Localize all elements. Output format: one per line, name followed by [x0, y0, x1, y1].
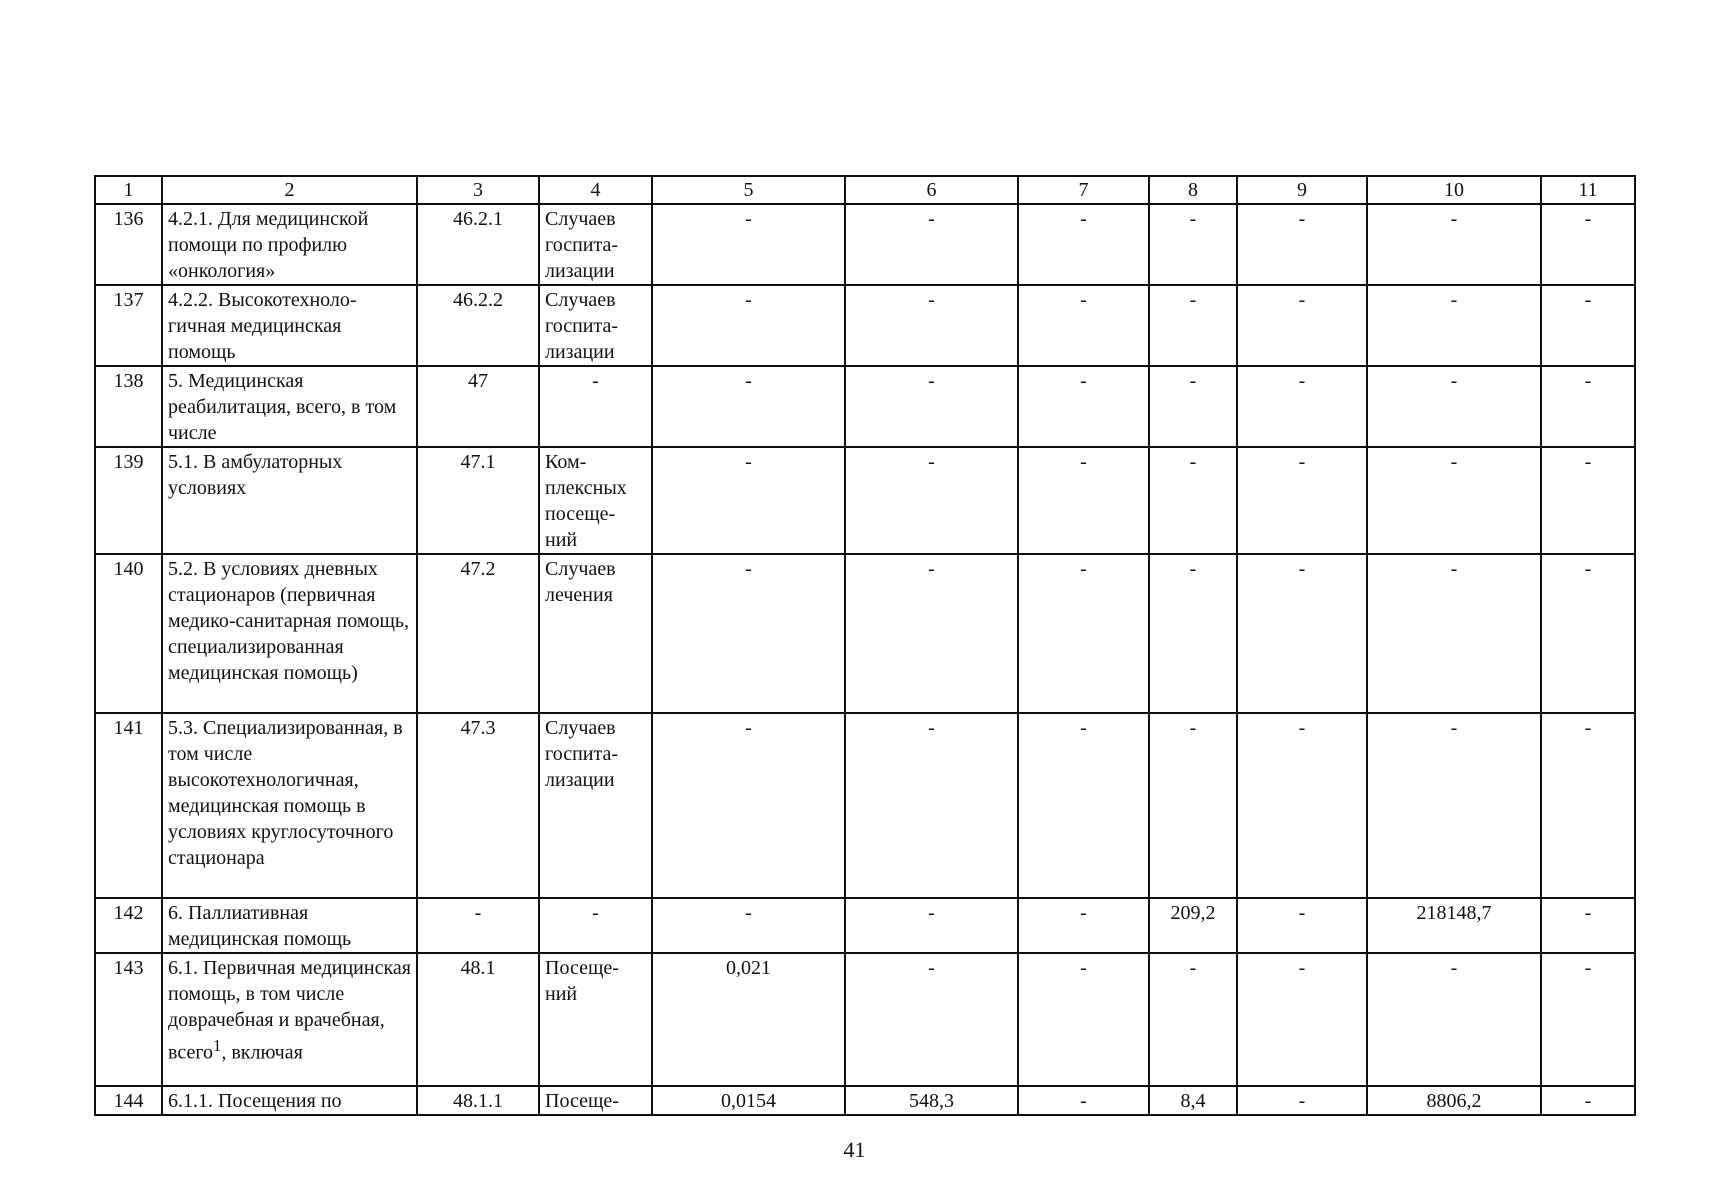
value-cell-11: - [1541, 285, 1635, 366]
row-number-cell: 138 [95, 366, 162, 447]
value-cell-6: 548,3 [845, 1086, 1018, 1115]
value-cell-7: - [1018, 554, 1149, 713]
value-cell-10: - [1367, 366, 1541, 447]
code-cell: 48.1.1 [417, 1086, 539, 1115]
value-cell-5: - [652, 447, 845, 554]
header-cell-5: 5 [652, 176, 845, 204]
value-cell-8: - [1149, 713, 1237, 898]
value-cell-5: - [652, 898, 845, 953]
value-cell-5: - [652, 285, 845, 366]
table-row [95, 285, 1635, 366]
value-cell-7: - [1018, 953, 1149, 1086]
value-cell-8: - [1149, 285, 1237, 366]
value-cell-10: - [1367, 713, 1541, 898]
table-row [95, 204, 1635, 285]
header-cell-4: 4 [539, 176, 652, 204]
value-cell-6: - [845, 898, 1018, 953]
header-cell-1: 1 [95, 176, 162, 204]
value-cell-10: 8806,2 [1367, 1086, 1541, 1115]
table-header-row [95, 176, 1635, 204]
value-cell-7: - [1018, 713, 1149, 898]
table-row [95, 713, 1635, 898]
value-cell-8: - [1149, 447, 1237, 554]
page-number: 41 [843, 1137, 866, 1162]
header-cell-2: 2 [162, 176, 417, 204]
row-number-cell: 137 [95, 285, 162, 366]
value-cell-8: 8,4 [1149, 1086, 1237, 1115]
value-cell-5: 0,021 [652, 953, 845, 1086]
value-cell-10: - [1367, 204, 1541, 285]
value-cell-11: - [1541, 898, 1635, 953]
row-number-cell: 142 [95, 898, 162, 953]
value-cell-9: - [1237, 285, 1367, 366]
row-number-cell: 140 [95, 554, 162, 713]
indicator-name-cell: 5. Медицинская реабилитация, всего, в том числе [162, 366, 417, 447]
value-cell-10: 218148,7 [1367, 898, 1541, 953]
unit-cell: - [539, 898, 652, 953]
table-row [95, 898, 1635, 953]
table-row [95, 447, 1635, 554]
value-cell-6: - [845, 953, 1018, 1086]
value-cell-7: - [1018, 204, 1149, 285]
value-cell-5: - [652, 366, 845, 447]
value-cell-9: - [1237, 204, 1367, 285]
row-number-cell: 143 [95, 953, 162, 1086]
value-cell-8: - [1149, 204, 1237, 285]
value-cell-11: - [1541, 554, 1635, 713]
header-cell-6: 6 [845, 176, 1018, 204]
value-cell-9: - [1237, 953, 1367, 1086]
row-number-cell: 136 [95, 204, 162, 285]
value-cell-10: - [1367, 953, 1541, 1086]
value-cell-10: - [1367, 447, 1541, 554]
indicator-name-cell: 5.1. В амбулаторных условиях [162, 447, 417, 554]
indicator-name-cell: 6. Паллиативная медицинская помощь [162, 898, 417, 953]
header-cell-10: 10 [1367, 176, 1541, 204]
value-cell-8: - [1149, 953, 1237, 1086]
header-cell-11: 11 [1541, 176, 1635, 204]
indicator-name-cell: 4.2.2. Высокотехноло-гичная медицинская помощь [162, 285, 417, 366]
value-cell-8: 209,2 [1149, 898, 1237, 953]
value-cell-11: - [1541, 713, 1635, 898]
code-cell: 46.2.1 [417, 204, 539, 285]
value-cell-9: - [1237, 898, 1367, 953]
table-row [95, 366, 1635, 447]
code-cell: 47.1 [417, 447, 539, 554]
value-cell-6: - [845, 366, 1018, 447]
value-cell-6: - [845, 713, 1018, 898]
value-cell-7: - [1018, 366, 1149, 447]
value-cell-8: - [1149, 366, 1237, 447]
code-cell: 47.3 [417, 713, 539, 898]
unit-cell: Случаев госпита-лизации [539, 713, 652, 898]
code-cell: 46.2.2 [417, 285, 539, 366]
value-cell-9: - [1237, 447, 1367, 554]
value-cell-7: - [1018, 285, 1149, 366]
table-row [95, 554, 1635, 713]
code-cell: 48.1 [417, 953, 539, 1086]
data-table [94, 175, 1636, 1116]
header-cell-7: 7 [1018, 176, 1149, 204]
code-cell: 47.2 [417, 554, 539, 713]
value-cell-5: - [652, 204, 845, 285]
row-number-cell: 144 [95, 1086, 162, 1115]
value-cell-10: - [1367, 554, 1541, 713]
value-cell-5: 0,0154 [652, 1086, 845, 1115]
value-cell-11: - [1541, 366, 1635, 447]
value-cell-5: - [652, 713, 845, 898]
code-cell: - [417, 898, 539, 953]
value-cell-9: - [1237, 554, 1367, 713]
value-cell-11: - [1541, 447, 1635, 554]
unit-cell: Посеще- [539, 1086, 652, 1115]
value-cell-9: - [1237, 1086, 1367, 1115]
unit-cell: Посеще-ний [539, 953, 652, 1086]
header-cell-9: 9 [1237, 176, 1367, 204]
value-cell-11: - [1541, 953, 1635, 1086]
value-cell-6: - [845, 285, 1018, 366]
header-cell-8: 8 [1149, 176, 1237, 204]
value-cell-9: - [1237, 366, 1367, 447]
code-cell: 47 [417, 366, 539, 447]
value-cell-5: - [652, 554, 845, 713]
row-number-cell: 141 [95, 713, 162, 898]
indicator-name-cell: 6.1.1. Посещения по [162, 1086, 417, 1115]
indicator-name-text: 6.1. Первичная медицинская помощь, в том числе доврачебная и врачебная, всего [168, 957, 411, 1064]
unit-cell: Ком-плексных посеще-ний [539, 447, 652, 554]
unit-cell: Случаев госпита-лизации [539, 204, 652, 285]
indicator-name-cell: 4.2.1. Для медицинской помощи по профилю «онкология» [162, 204, 417, 285]
value-cell-7: - [1018, 898, 1149, 953]
unit-cell: - [539, 366, 652, 447]
row-number-cell: 139 [95, 447, 162, 554]
value-cell-9: - [1237, 713, 1367, 898]
unit-cell: Случаев лечения [539, 554, 652, 713]
value-cell-7: - [1018, 1086, 1149, 1115]
header-cell-3: 3 [417, 176, 539, 204]
table-row [95, 1086, 1635, 1115]
value-cell-7: - [1018, 447, 1149, 554]
table-row [95, 953, 1635, 1086]
indicator-name-cell: 5.3. Специализированная, в том числе высокотехнологичная, медицинская помощь в условиях круглосуточного стационара [162, 713, 417, 898]
unit-cell: Случаев госпита-лизации [539, 285, 652, 366]
footnote-marker: 1 [213, 1036, 222, 1055]
indicator-name-tail: , включая [221, 1041, 303, 1064]
indicator-name-cell: 5.2. В условиях дневных стационаров (первичная медико-санитарная помощь, специализированная медицинская помощь) [162, 554, 417, 713]
value-cell-6: - [845, 204, 1018, 285]
value-cell-6: - [845, 554, 1018, 713]
value-cell-8: - [1149, 554, 1237, 713]
value-cell-11: - [1541, 204, 1635, 285]
value-cell-11: - [1541, 1086, 1635, 1115]
value-cell-6: - [845, 447, 1018, 554]
indicator-name-cell [162, 953, 417, 1086]
value-cell-10: - [1367, 285, 1541, 366]
